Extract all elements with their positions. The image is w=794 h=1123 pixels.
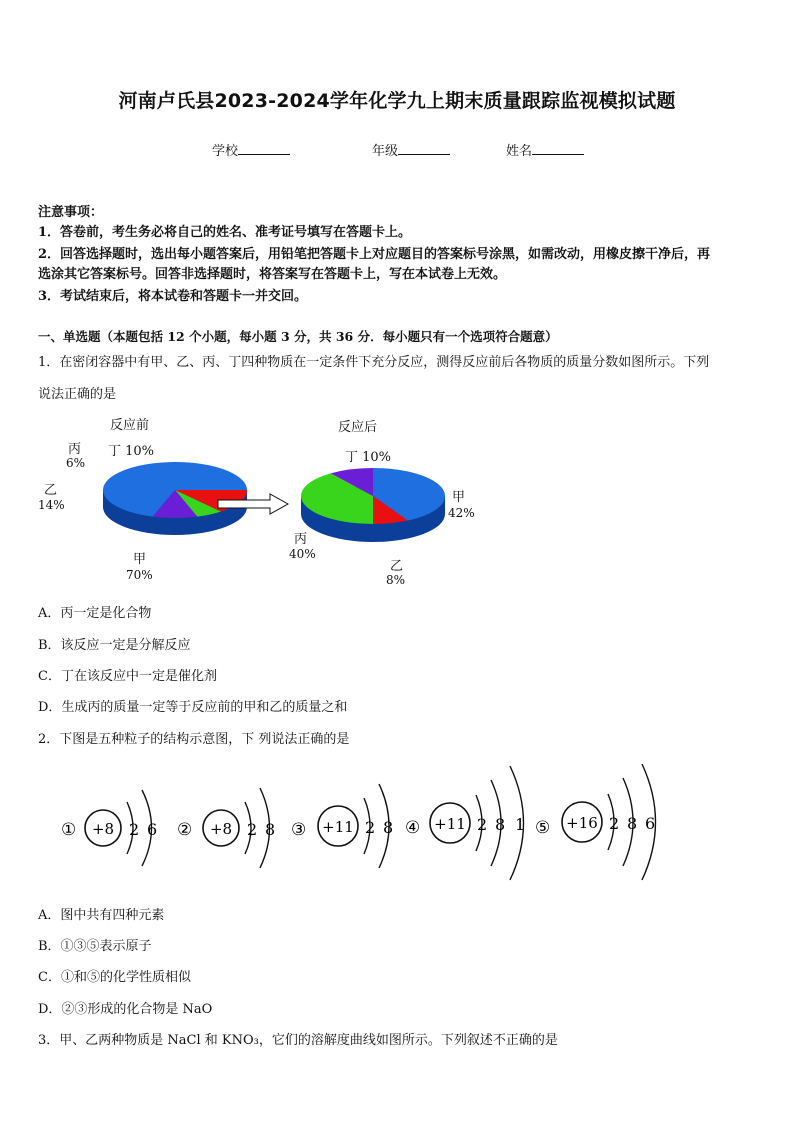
particle-number: ④: [405, 818, 421, 838]
label-ding-before: 丁 10%: [108, 444, 155, 459]
shell-electrons: 8: [383, 818, 394, 837]
particle-5: [535, 764, 656, 880]
nucleus-charge: +8: [209, 820, 233, 838]
nucleus-charge: +16: [566, 814, 598, 832]
particle-2: [177, 788, 275, 868]
shell-electrons: 8: [495, 815, 506, 834]
nucleus-charge: +11: [322, 818, 354, 836]
section-heading: 一、单选题（本题包括 12 个小题，每小题 3 分，共 36 分．每小题只有一个选项符合题意）: [38, 329, 558, 344]
pie-after-title: 反应后: [338, 420, 378, 435]
q1-option-d: D．生成丙的质量一定等于反应前的甲和乙的质量之和: [38, 700, 348, 715]
shell-electrons: 2: [247, 820, 258, 839]
label-jia-before-pct: 70%: [126, 568, 153, 582]
label-ding-after: 丁 10%: [345, 450, 392, 465]
q2-option-c: C．①和⑤的化学性质相似: [38, 970, 191, 985]
notice-item: 2．回答选择题时，选出每小题答案后，用铅笔把答题卡上对应题目的答案标号涂黑，如需改动，用橡皮擦干净后，再: [38, 247, 711, 262]
q1-stem-line2: 说法正确的是: [38, 387, 117, 402]
label-yi-after: 乙: [390, 559, 404, 574]
shell-electrons: 2: [365, 818, 376, 837]
particle-number: ③: [291, 820, 307, 840]
shell-electrons: 6: [147, 820, 158, 839]
pie-before-title: 反应前: [110, 418, 150, 433]
q1-option-b: B．该反应一定是分解反应: [38, 638, 191, 653]
name-field: [506, 140, 584, 159]
nucleus-charge: +8: [91, 820, 115, 838]
grade-field: [372, 140, 450, 159]
particle-4: [405, 766, 525, 880]
shell-electrons: 6: [645, 814, 656, 833]
name-blank: [532, 142, 584, 155]
shell-electrons: 8: [265, 820, 276, 839]
label-bing-before: 丙: [68, 442, 82, 457]
notice-item: 1．答卷前，考生务必将自己的姓名、准考证号填写在答题卡上。: [38, 225, 412, 240]
shell-electrons: 2: [477, 815, 488, 834]
shell-electrons: 2: [609, 814, 620, 833]
pie-after-slices: [301, 468, 445, 524]
grade-label: 年级: [372, 144, 399, 159]
grade-blank: [398, 142, 450, 155]
particle-1: [61, 790, 157, 866]
q2-particle-diagram: [55, 760, 675, 890]
q2-stem: 2．下图是五种粒子的结构示意图，下 列说法正确的是: [38, 732, 350, 747]
particle-number: ①: [61, 820, 77, 840]
q2-option-d: D．②③形成的化合物是 NaO: [38, 1002, 213, 1017]
q1-stem-line1: 1．在密闭容器中有甲、乙、丙、丁四种物质在一定条件下充分反应，测得反应前后各物质的质量分数如图所示。下列: [38, 355, 710, 370]
notice-item: 3．考试结束后，将本试卷和答题卡一并交回。: [38, 289, 308, 304]
label-bing-before-pct: 6%: [66, 456, 86, 470]
pie-after: [301, 468, 445, 542]
q1-option-c: C．丁在该反应中一定是催化剂: [38, 669, 217, 684]
school-blank: [238, 142, 290, 155]
pie-before-slices: [103, 462, 247, 518]
school-field: [212, 140, 290, 159]
particle-number: ②: [177, 820, 193, 840]
name-label: 姓名: [506, 144, 533, 159]
school-label: 学校: [212, 144, 239, 159]
label-jia-after-pct: 42%: [448, 506, 475, 520]
shell-electrons: 1: [515, 815, 526, 834]
q3-stem: 3．甲、乙两种物质是 NaCl 和 KNO₃，它们的溶解度曲线如图所示。下列叙述不正确的是: [38, 1033, 558, 1048]
q1-option-a: A．丙一定是化合物: [38, 606, 152, 621]
label-bing-after-pct: 40%: [289, 547, 316, 561]
pie-before: [103, 462, 247, 535]
particle-number: ⑤: [535, 818, 551, 838]
label-yi-before-pct: 14%: [38, 498, 65, 512]
q2-option-b: B．①③⑤表示原子: [38, 939, 152, 954]
nucleus-charge: +11: [434, 815, 466, 833]
particle-3: [291, 784, 393, 868]
notice-item: 选涂其它答案标号。回答非选择题时，将答案写在答题卡上，写在本试卷上无效。: [38, 267, 507, 282]
shell-electrons: 2: [129, 820, 140, 839]
label-yi-before: 乙: [44, 483, 58, 498]
shell-electrons: 8: [627, 814, 638, 833]
q2-option-a: A．图中共有四种元素: [38, 908, 165, 923]
page-title: 河南卢氏县2023-2024学年化学九上期末质量跟踪监视模拟试题: [118, 90, 676, 112]
label-yi-after-pct: 8%: [386, 573, 406, 587]
notice-heading: 注意事项：: [38, 205, 104, 220]
q1-pie-figure: [30, 410, 490, 590]
label-bing-after: 丙: [294, 532, 308, 547]
label-jia-before: 甲: [133, 552, 147, 567]
label-jia-after: 甲: [452, 490, 466, 505]
